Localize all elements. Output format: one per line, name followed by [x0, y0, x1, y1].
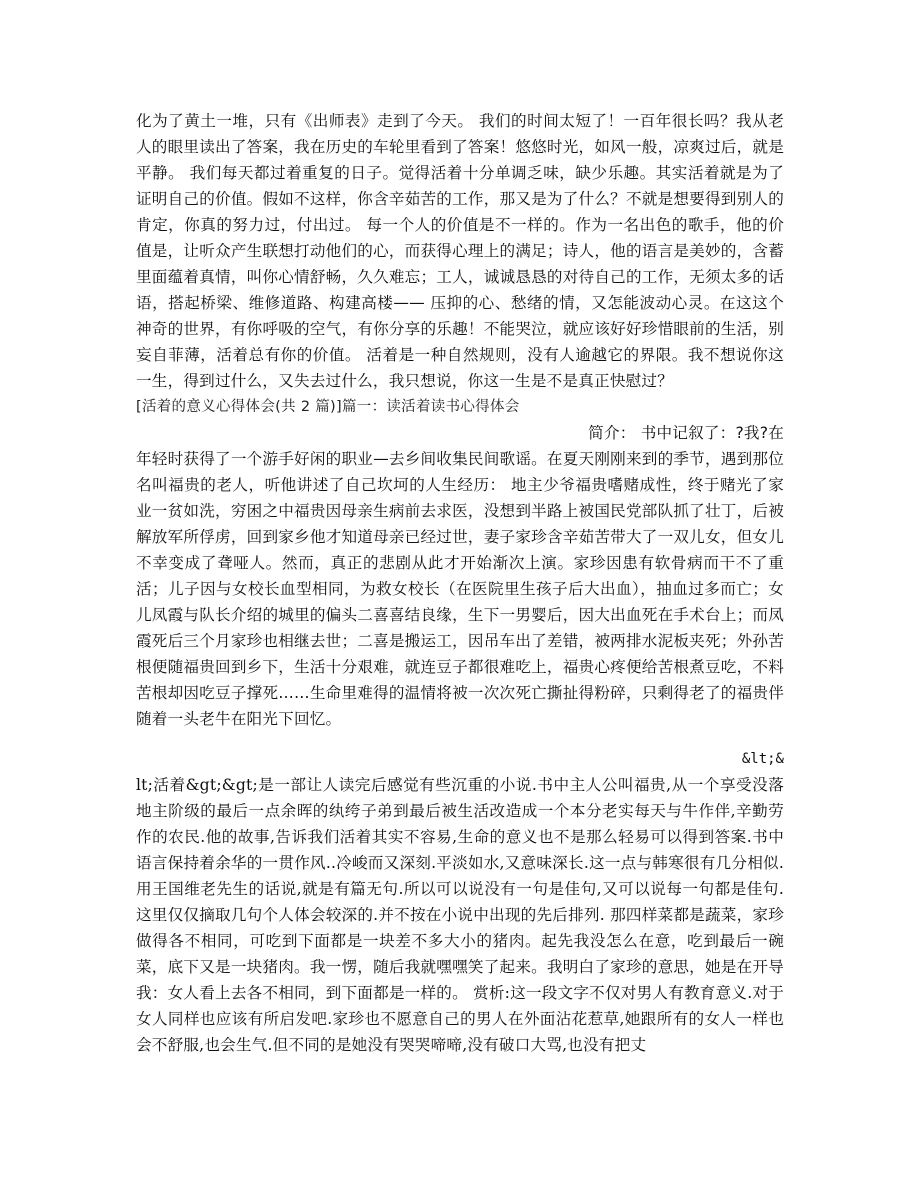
intro-line: 简介： 书中记叙了：?我?在 — [588, 424, 784, 442]
document-page — [136, 108, 784, 1058]
paragraph-synopsis: 年轻时获得了一个游手好闲的职业—去乡间收集民间歌谣。在夏天刚刚来到的季节，遇到那位名叫福贵的老人，听他讲述了自己坎坷的人生经历： 地主少爷福贵嗜赌成性，终于赌光了家业一贫如洗，穷困之中福贵因母亲生病前去求医，没想到半路上被国民党部队抓了壮丁，后被解放军所俘虏，回到家乡他才知道母亲已经过世，妻子家珍含辛茹苦带大了一双儿女，但女儿不幸变成了聋哑人。然而，真正的悲剧从此才开始渐次上演。家珍因患有软骨病而干不了重活；儿子因与女校长血型相同，为救女校长（在医院里生孩子后大出血），抽血过多而亡；女儿凤霞与队长介绍的城里的偏头二喜喜结良缘，生下一男婴后，因大出血死在手术台上；而凤霞死后三个月家珍也相继去世；二喜是搬运工，因吊车出了差错，被两排水泥板夹死；外孙苦根便随福贵回到乡下，生活十分艰难，就连豆子都很难吃上，福贵心疼便给苦根煮豆吃，不料苦根却因吃豆子撑死……生命里难得的温情将被一次次死亡撕扯得粉碎，只剩得老了的福贵伴随着一头老牛在阳光下回忆。 — [136, 450, 784, 728]
html-entity-fragment: &lt;& — [741, 751, 784, 767]
paragraph-gap — [136, 732, 784, 746]
paragraph-reflection: 化为了黄土一堆，只有《出师表》走到了今天。 我们的时间太短了！一百年很长吗？我从老人的眼里读出了答案，我在历史的车轮里看到了答案！悠悠时光，如风一般，凉爽过后，就是平静。 我们每天都过着重复的日子。觉得活着十分单调乏味，缺少乐趣。其实活着就是为了证明自己的价值。假如不这样，你含辛茹苦的工作，那又是为了什么？不就是想要得到别人的肯定，你真的努力过，付出过。 每一个人的价值是不一样的。作为一名出色的歌手，他的价值是，让听众产生联想打动他们的心，而获得心理上的满足；诗人，他的语言是美妙的，含蓄里面蕴着真情，叫你心情舒畅，久久难忘；工人，诚诚恳恳的对待自己的工作，无须太多的话语，搭起桥梁、维修道路、构建高楼—— 压抑的心、愁绪的情，又怎能波动心灵。在这这个神奇的世界，有你呼吸的空气，有你分享的乐趣！不能哭泣，就应该好好珍惜眼前的生活，别妄自菲薄，活着总有你的价值。 活着是一种自然规则，没有人逾越它的界限。我不想说你这一生，得到过什么，又失去过什么，我只想说，你这一生是不是真正快慰过？ — [136, 112, 784, 390]
section-title: [活着的意义心得体会(共 2 篇)]篇一：读活着读书心得体会 — [136, 399, 520, 415]
paragraph-review: lt;活着&gt;&gt;是一部让人读完后感觉有些沉重的小说.书中主人公叫福贵,从一个享受没落地主阶级的最后一点余晖的纨绔子弟到最后被生活改造成一个本分老实每天与牛作伴,辛勤劳作的农民.他的故事,告诉我们活着其实不容易,生命的意义也不是那么轻易可以得到答案.书中语言保持着余华的一贯作风..冷峻而又深刻.平淡如水,又意味深长.这一点与韩寒很有几分相似.用王国维老先生的话说,就是有篇无句.所以可以说没有一句是佳句,又可以说每一句都是佳句.这里仅仅摘取几句个人体会较深的.并不按在小说中出现的先后排列. 那四样菜都是蔬菜，家珍做得各不相同，可吃到下面都是一块差不多大小的猪肉。起先我没怎么在意，吃到最后一碗菜，底下又是一块猪肉。我一愣，随后我就嘿嘿笑了起来。我明白了家珍的意思，她是在开导我：女人看上去各不相同，到下面都是一样的。 赏析:这一段文字不仅对男人有教育意义.对于女人同样也应该有所启发吧.家珍也不愿意自己的男人在外面沾花惹草,她跟所有的女人一样也会不舒服,也会生气.但不同的是她没有哭哭啼啼,没有破口大骂,也没有把丈 — [136, 776, 784, 1054]
